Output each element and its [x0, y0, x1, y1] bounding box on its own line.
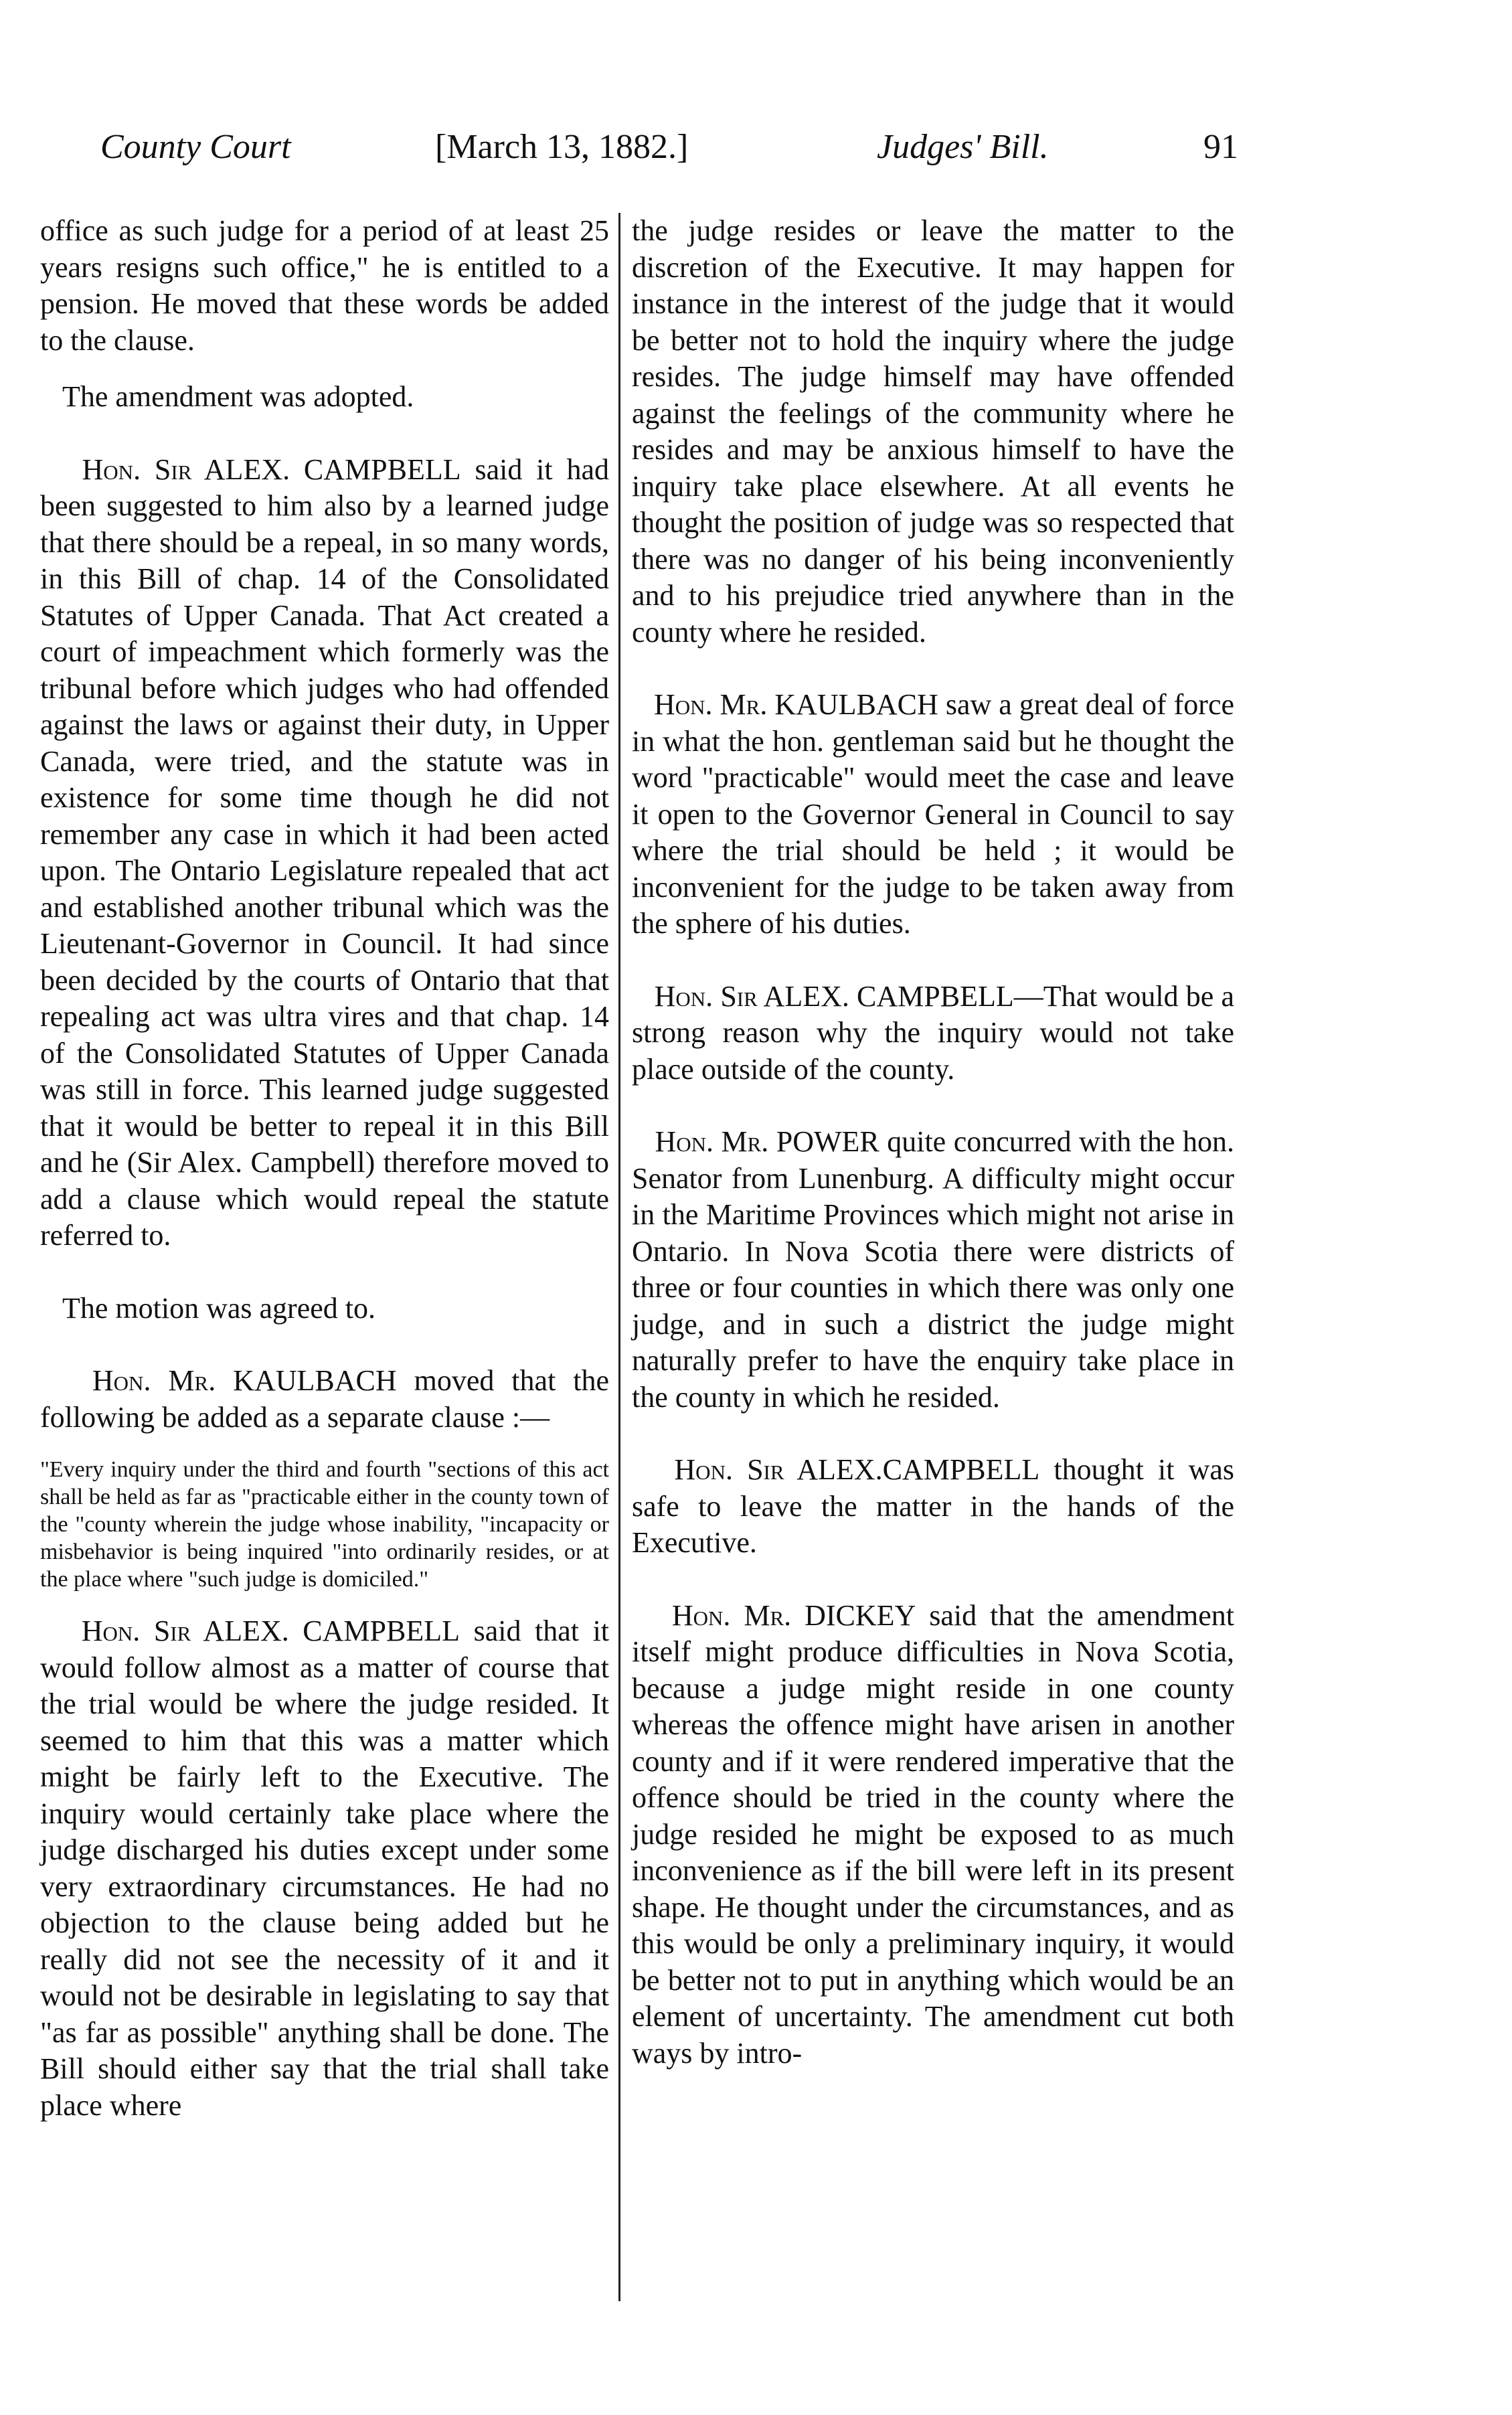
speaker-name: Hon. Mr. KAULBACH — [92, 1364, 397, 1397]
speaker-name: Hon. Sir ALEX. CAMPBELL — [654, 979, 1014, 1013]
header-left: County Court — [100, 128, 291, 166]
speaker-name: Hon. Sir ALEX. CAMPBELL — [82, 452, 461, 486]
paragraph: Hon. Mr. DICKEY said that the amendment itself might produce difficulties in Nova Scotia, because a judge might reside in one county whereas the offence might have arisen in another county and if it were rendered imperative that the offence should be tried in the county where the judge resided he might be exposed to as much inconvenience as if the bill were left in its present shape. He thought under the circumstances, and as this would be only a preliminary inquiry, it would be better not to put in anything which would be an element of uncertainty. The amendment cut both ways by intro- — [632, 1598, 1235, 2070]
block-quote: "Every inquiry under the third and fourth "sections of this act shall be held as far as "practicable either in the county town of the "county wherein the judge whose inability, "incapacity or misbehavior is being inquired "into ordinarily resides, or at the place where "such judge is domiciled." — [40, 1457, 609, 1592]
paragraph: The amendment was adopted. — [62, 380, 414, 413]
column-divider — [618, 213, 620, 2301]
page-number: 91 — [1203, 128, 1238, 166]
paragraph: Hon. Sir ALEX. CAMPBELL said that it would follow almost as a matter of course that the trial would be where the judge resided. It seemed to him that this was a matter which might be fairly left to the Executive. The inquiry would certainly take place where the judge discharged his duties except under some very extraordinary circumstances. He had no objection to the clause being added but he really did not see the necessity of it and it would not be desirable in legislating to say that "as far as possible" anything shall be done. The Bill should either say that the trial shall take place where — [40, 1614, 610, 2122]
paragraph: The motion was agreed to. — [62, 1291, 375, 1325]
speaker-name: Hon. Sir ALEX. CAMPBELL — [81, 1614, 460, 1647]
speaker-name: Hon. Sir ALEX.CAMPBELL — [674, 1453, 1040, 1486]
paragraph: office as such judge for a period of at least 25 years resigns such office," he is entitled to a pension. He moved that these words be added to the clause. — [40, 214, 609, 357]
paragraph: Hon. Mr. KAULBACH moved that the following be added as a separate clause :— — [40, 1364, 610, 1434]
running-header — [100, 127, 1238, 187]
paragraph: the judge resides or leave the matter to the discretion of the Executive. It may happen for instance in the interest of the judge that it would be better not to hold the inquiry where the judge resides. The judge himself may have offended against the feelings of the community where he resides and may be anxious himself to have the inquiry take place elsewhere. At all events he thought the position of judge was so respected that there was no danger of his being inconveniently and to his prejudice tried anywhere than in the county where he resided. — [632, 214, 1234, 649]
paragraph: Hon. Sir ALEX.CAMPBELL thought it was safe to leave the matter in the hands of the Executive. — [632, 1453, 1235, 1559]
paragraph: Hon. Mr. POWER quite concurred with the hon. Senator from Lunenburg. A difficulty might occur in the Maritime Provinces which might not arise in Ontario. In Nova Scotia there were districts of three or four counties in which there was only one judge, and in such a district the judge might naturally prefer to have the enquiry take place in the county in which he resided. — [632, 1125, 1234, 1414]
paragraph: Hon. Sir ALEX. CAMPBELL—That would be a strong reason why the inquiry would not take place outside of the county. — [632, 979, 1235, 1086]
header-date: [March 13, 1882.] — [435, 128, 689, 166]
paragraph: Hon. Sir ALEX. CAMPBELL said it had been suggested to him also by a learned judge that there should be a repeal, in so many words, in this Bill of chap. 14 of the Consolidated Statutes of Upper Canada. That Act created a court of impeachment which formerly was the tribunal before which judges who had offended against the laws or against their duty, in Upper Canada, were tried, and the statute was in existence for some time though he did not remember any case in which it had been acted upon. The Ontario Legislature repealed that act and established another tribunal which was the Lieutenant-Governor in Council. It had since been decided by the courts of Ontario that that repealing act was ultra vires and that chap. 14 of the Consolidated Statutes of Upper Canada was still in force. This learned judge suggested that it would be better to repeal it in this Bill and he (Sir Alex. Campbell) therefore moved to add a clause which would repeal the statute referred to. — [40, 452, 610, 1252]
right-column — [632, 213, 1234, 2072]
speaker-name: Hon. Mr. POWER — [655, 1125, 879, 1158]
left-column — [40, 213, 609, 2124]
speaker-name: Hon. Mr. KAULBACH — [654, 688, 938, 721]
paragraph: Hon. Mr. KAULBACH saw a great deal of force in what the hon. gentleman said but he thought the word "practicable" would meet the case and leave it open to the Governor General in Council to say where the trial should be held ; it would be inconvenient for the judge to be taken away from the sphere of his duties. — [632, 688, 1235, 940]
speaker-name: Hon. Mr. DICKEY — [671, 1598, 916, 1632]
header-right: Judges' Bill. — [877, 128, 1049, 166]
